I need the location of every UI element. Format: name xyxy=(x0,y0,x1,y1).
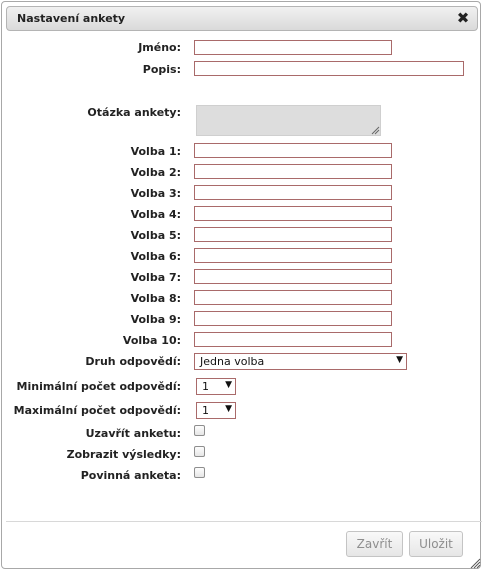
choice-1-label: Volba 1: xyxy=(130,145,181,158)
min-answers-select[interactable] xyxy=(196,378,236,395)
choice-7-label: Volba 7: xyxy=(130,271,181,284)
choice-2-input[interactable] xyxy=(194,164,392,179)
choice-9-label: Volba 9: xyxy=(130,313,181,326)
choice-2-label: Volba 2: xyxy=(130,166,181,179)
close-poll-label: Uzavřít anketu: xyxy=(85,427,181,440)
choice-8-input[interactable] xyxy=(194,290,392,305)
choice-7-input[interactable] xyxy=(194,269,392,284)
show-results-checkbox[interactable] xyxy=(194,446,205,457)
answer-type-value: Jedna volba xyxy=(200,355,265,368)
choice-10-label: Volba 10: xyxy=(122,334,181,347)
choice-10-input[interactable] xyxy=(194,332,392,347)
choice-3-label: Volba 3: xyxy=(130,187,181,200)
choice-1-input[interactable] xyxy=(194,143,392,158)
choice-8-label: Volba 8: xyxy=(130,292,181,305)
answer-type-label: Druh odpovědí: xyxy=(85,355,181,368)
choice-3-input[interactable] xyxy=(194,185,392,200)
dialog-titlebar[interactable] xyxy=(6,6,478,31)
chevron-down-icon: ▼ xyxy=(225,380,232,390)
save-button[interactable]: Uložit xyxy=(409,531,463,557)
choice-4-input[interactable] xyxy=(194,206,392,221)
close-icon[interactable]: ✖ xyxy=(456,9,470,27)
question-textarea[interactable] xyxy=(196,105,381,136)
mandatory-poll-label: Povinná anketa: xyxy=(80,469,181,482)
min-answers-value: 1 xyxy=(202,380,209,393)
chevron-down-icon: ▼ xyxy=(396,355,403,365)
footer-divider xyxy=(6,521,482,522)
close-poll-checkbox[interactable] xyxy=(194,425,205,436)
min-answers-label: Minimální počet odpovědí: xyxy=(16,380,181,393)
question-label: Otázka ankety: xyxy=(87,106,181,119)
choice-5-input[interactable] xyxy=(194,227,392,242)
description-input[interactable] xyxy=(194,61,464,76)
max-answers-value: 1 xyxy=(202,404,209,417)
max-answers-select[interactable] xyxy=(196,402,236,419)
poll-settings-dialog xyxy=(1,1,481,569)
chevron-down-icon: ▼ xyxy=(225,404,232,414)
choice-4-label: Volba 4: xyxy=(130,208,181,221)
choice-6-label: Volba 6: xyxy=(130,250,181,263)
close-button[interactable]: Zavřít xyxy=(346,531,403,557)
max-answers-label: Maximální počet odpovědí: xyxy=(13,404,181,417)
show-results-label: Zobrazit výsledky: xyxy=(66,448,181,461)
mandatory-poll-checkbox[interactable] xyxy=(194,467,205,478)
choice-5-label: Volba 5: xyxy=(130,229,181,242)
choice-6-input[interactable] xyxy=(194,248,392,263)
name-input[interactable] xyxy=(194,40,392,55)
name-label: Jméno: xyxy=(138,41,181,54)
choice-9-input[interactable] xyxy=(194,311,392,326)
description-label: Popis: xyxy=(142,63,181,76)
answer-type-select[interactable] xyxy=(194,353,407,370)
dialog-title: Nastavení ankety xyxy=(17,12,126,25)
